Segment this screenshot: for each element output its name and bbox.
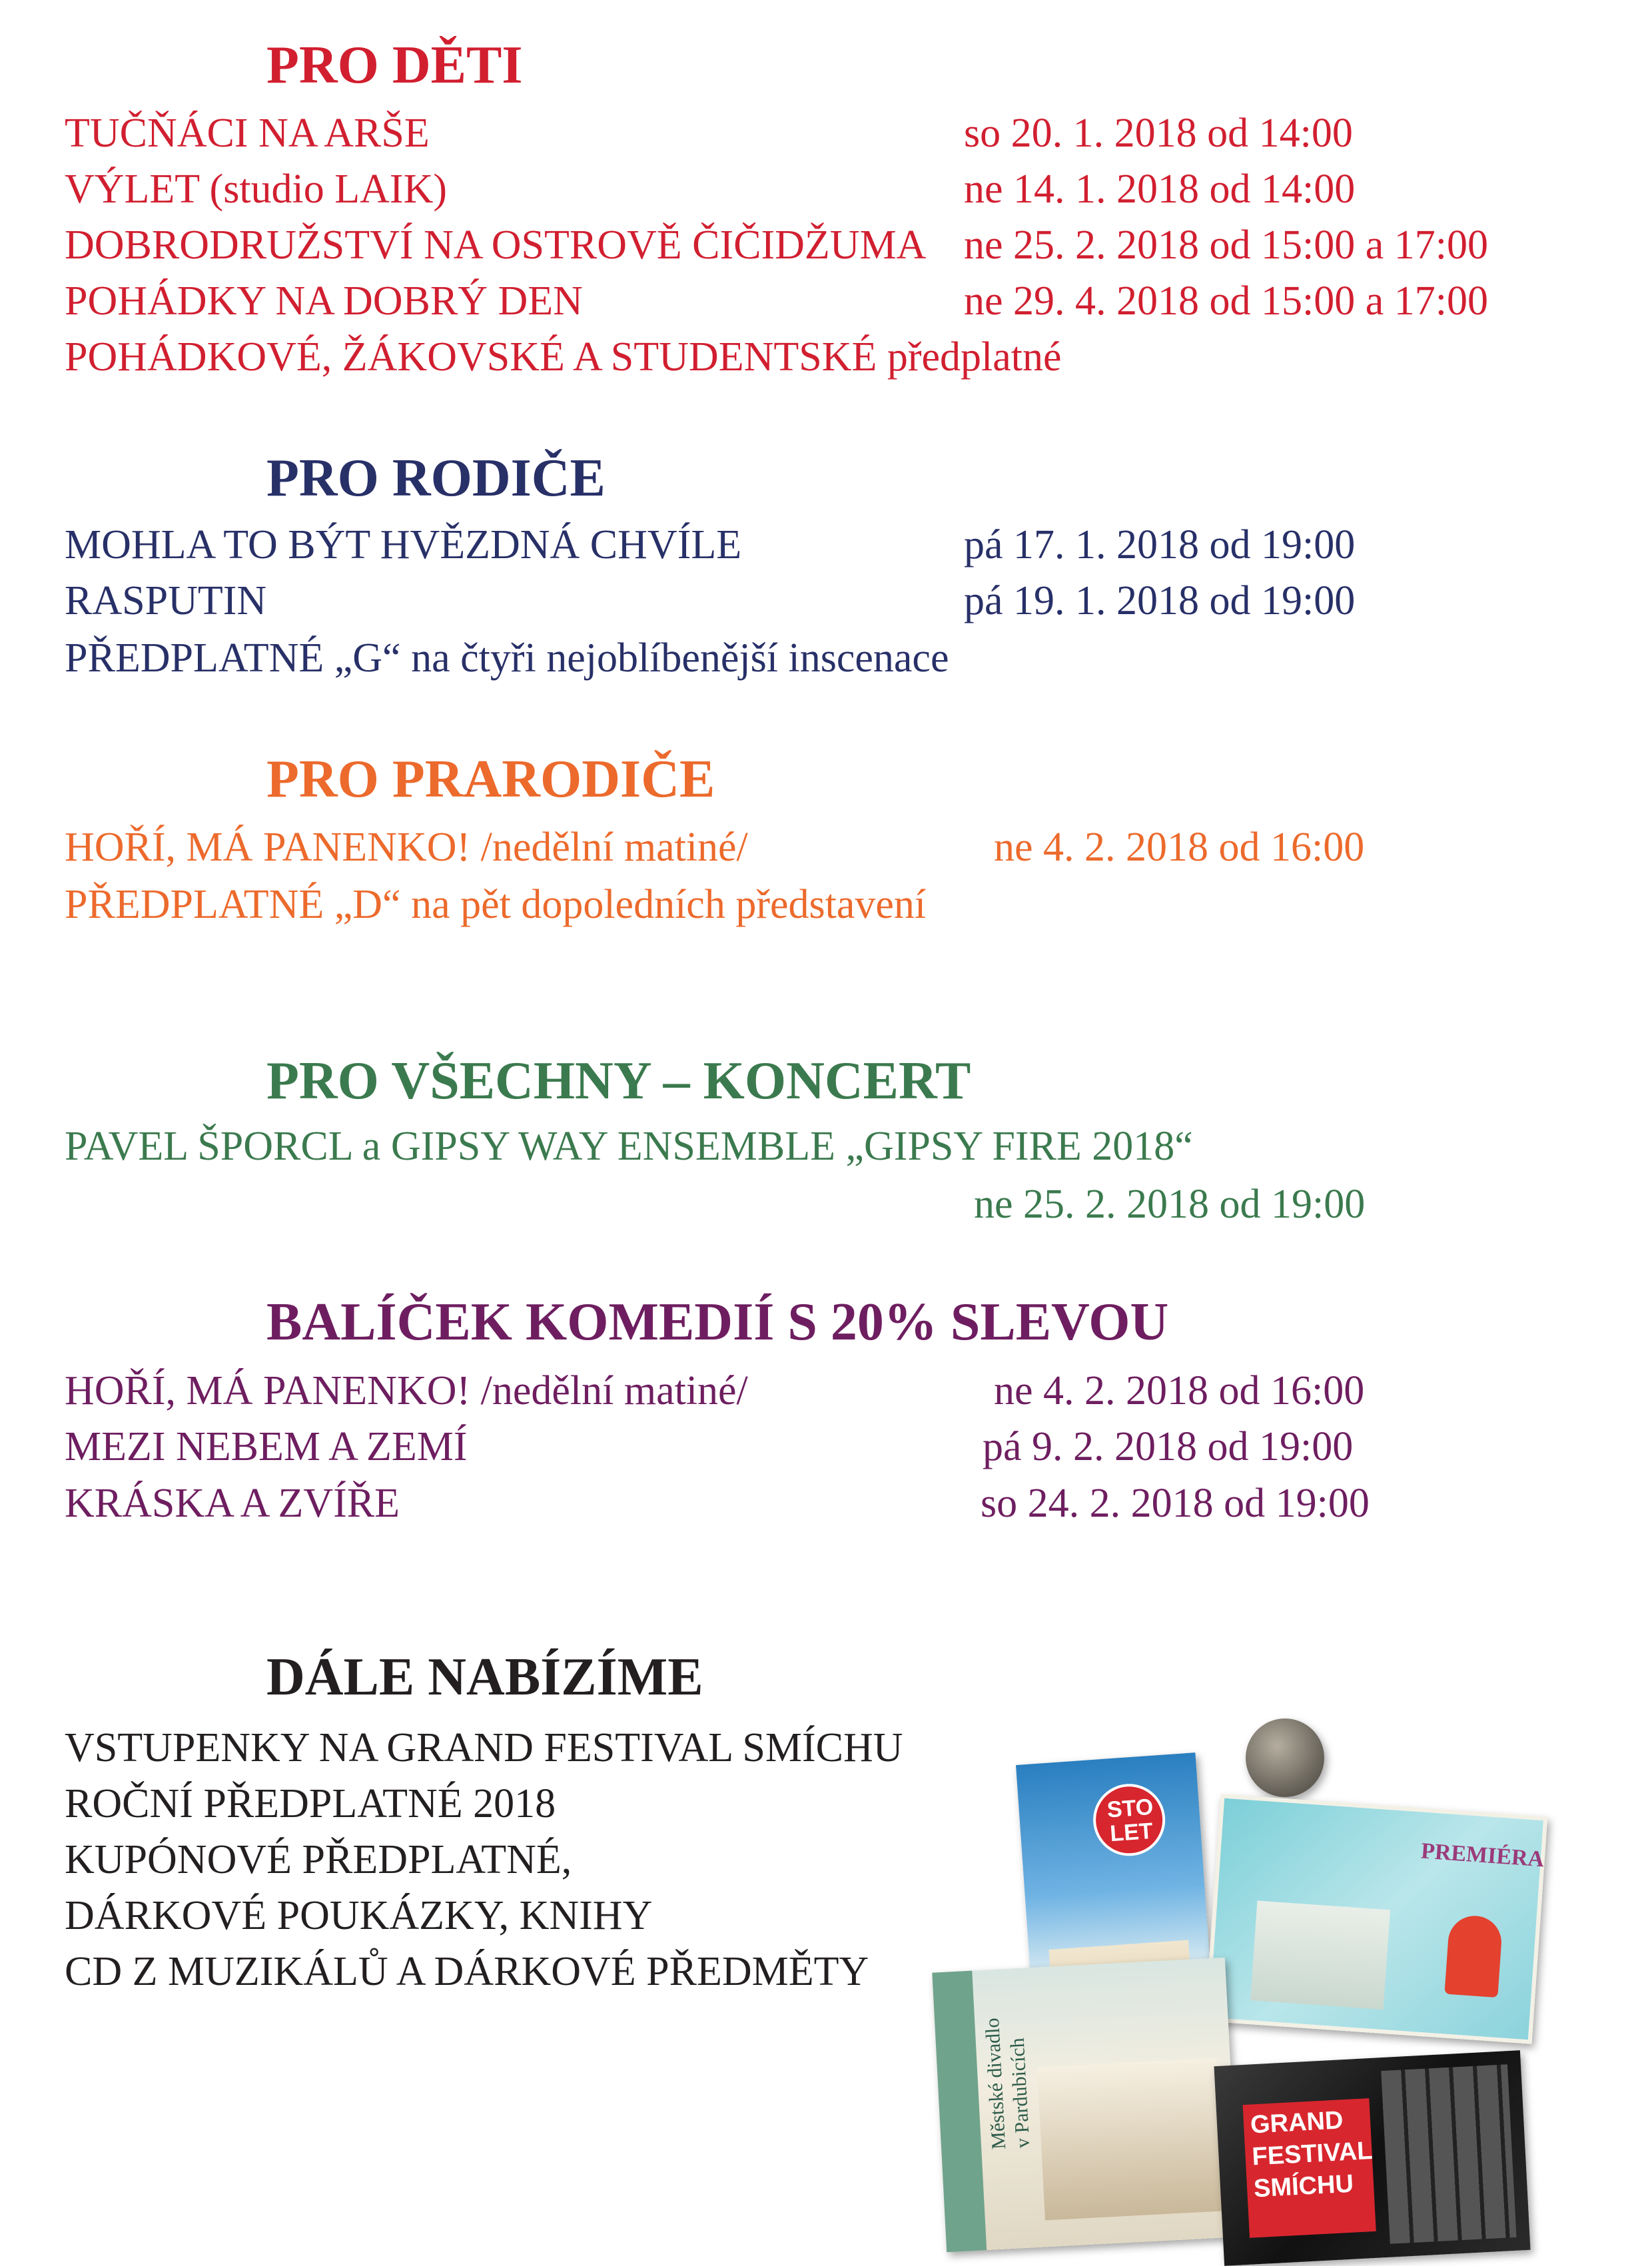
offer-text: DÁRKOVÉ POUKÁZKY, KNIHY <box>65 1893 653 1938</box>
event-title: RASPUTIN <box>65 578 267 623</box>
offer-text: CD Z MUZIKÁLŮ A DÁRKOVÉ PŘEDMĚTY <box>65 1949 869 1994</box>
book-title-block <box>980 1994 1034 2156</box>
event-date: pá 19. 1. 2018 od 19:00 <box>964 578 1356 623</box>
premiera-title: PREMIÉRA <box>1420 1838 1545 1872</box>
event-row <box>65 522 1623 568</box>
section-title-koncert: PRO VŠECHNY – KONCERT <box>266 1052 971 1110</box>
promo-collage <box>933 1712 1545 2229</box>
event-date: ne 14. 1. 2018 od 14:00 <box>964 167 1356 212</box>
event-title: VÝLET (studio LAIK) <box>65 167 447 212</box>
event-title: MOHLA TO BÝT HVĚZDNÁ CHVÍLE <box>65 522 742 567</box>
note-text: PŘEDPLATNÉ „G“ na čtyři nejoblíbenější inscenace <box>65 635 949 681</box>
medal-icon <box>1246 1718 1324 1797</box>
event-title: TUČŇÁCI NA ARŠE <box>65 111 430 156</box>
event-date: so 20. 1. 2018 od 14:00 <box>964 111 1353 156</box>
event-row <box>65 1367 1623 1414</box>
concert-date-row <box>65 1181 1623 1228</box>
book-spine <box>932 1971 987 2253</box>
event-row <box>65 166 1623 212</box>
festival-word1: GRAND <box>1250 2106 1344 2139</box>
portrait-grid-image <box>1381 2064 1516 2244</box>
event-date: ne 4. 2. 2018 od 16:00 <box>994 825 1365 870</box>
section-title-balicek: BALÍČEK KOMEDIÍ S 20% SLEVOU <box>266 1293 1169 1351</box>
event-date: ne 25. 2. 2018 od 15:00 a 17:00 <box>964 222 1488 268</box>
event-date: pá 17. 1. 2018 od 19:00 <box>964 522 1356 567</box>
book-title-line2: v Pardubicích <box>1006 2037 1034 2149</box>
book-building-image <box>1037 2058 1225 2221</box>
note-text: PŘEDPLATNÉ „D“ na pět dopoledních představení <box>65 882 927 927</box>
event-title: MEZI NEBEM A ZEMÍ <box>65 1424 468 1469</box>
event-date: pá 9. 2. 2018 od 19:00 <box>983 1424 1354 1469</box>
sto-let-badge <box>1091 1782 1168 1858</box>
festival-card <box>1214 2050 1530 2266</box>
offer-text: KUPÓNOVÉ PŘEDPLATNÉ, <box>65 1837 572 1882</box>
event-title: KRÁSKA A ZVÍŘE <box>65 1481 400 1526</box>
book-title-line1: Městské divadlo <box>981 2017 1011 2150</box>
festival-word3: SMÍCHU <box>1253 2169 1354 2203</box>
event-row <box>65 222 1623 268</box>
premiera-card <box>1205 1794 1548 2044</box>
concert-line <box>65 1123 1623 1170</box>
section-title-prarodice: PRO PRARODIČE <box>266 750 715 809</box>
event-title: POHÁDKY NA DOBRÝ DEN <box>65 278 583 324</box>
theatre-facade-image <box>1250 1900 1390 2010</box>
concert-title: PAVEL ŠPORCL a GIPSY WAY ENSEMBLE „GIPSY FIRE 2018“ <box>65 1124 1193 1169</box>
event-row <box>65 1480 1623 1527</box>
event-date: ne 29. 4. 2018 od 15:00 a 17:00 <box>964 278 1488 324</box>
event-row <box>65 577 1623 624</box>
event-date: so 24. 2. 2018 od 19:00 <box>981 1481 1370 1526</box>
event-row <box>65 110 1623 157</box>
event-row <box>65 1423 1623 1470</box>
section-title-deti: PRO DĚTI <box>266 36 523 95</box>
festival-word2: FESTIVAL <box>1251 2136 1374 2171</box>
sto-label: STO <box>1106 1794 1154 1823</box>
event-title: HOŘÍ, MÁ PANENKO! /nedělní matiné/ <box>65 1368 748 1413</box>
let-label: LET <box>1109 1818 1154 1847</box>
event-row <box>65 824 1623 871</box>
event-date: ne 4. 2. 2018 od 16:00 <box>994 1368 1365 1413</box>
subscription-note <box>65 635 1623 681</box>
event-title: DOBRODRUŽSTVÍ NA OSTROVĚ ČIČIDŽUMA <box>65 222 927 268</box>
section-title-rodice: PRO RODIČE <box>266 449 606 508</box>
subscription-note <box>65 881 1623 928</box>
festival-badge <box>1243 2098 1376 2238</box>
jester-figure-icon <box>1444 1914 1503 1998</box>
note-text: POHÁDKOVÉ, ŽÁKOVSKÉ A STUDENTSKÉ předplatné <box>65 334 1062 380</box>
offer-text: ROČNÍ PŘEDPLATNÉ 2018 <box>65 1781 556 1826</box>
subscription-note <box>65 334 1623 380</box>
section-title-dale: DÁLE NABÍZÍME <box>266 1648 703 1706</box>
event-title: HOŘÍ, MÁ PANENKO! /nedělní matiné/ <box>65 825 748 870</box>
offer-text: VSTUPENKY NA GRAND FESTIVAL SMÍCHU <box>65 1725 903 1770</box>
event-date: ne 25. 2. 2018 od 19:00 <box>974 1182 1366 1227</box>
book-card <box>932 1958 1239 2252</box>
event-row <box>65 278 1623 324</box>
